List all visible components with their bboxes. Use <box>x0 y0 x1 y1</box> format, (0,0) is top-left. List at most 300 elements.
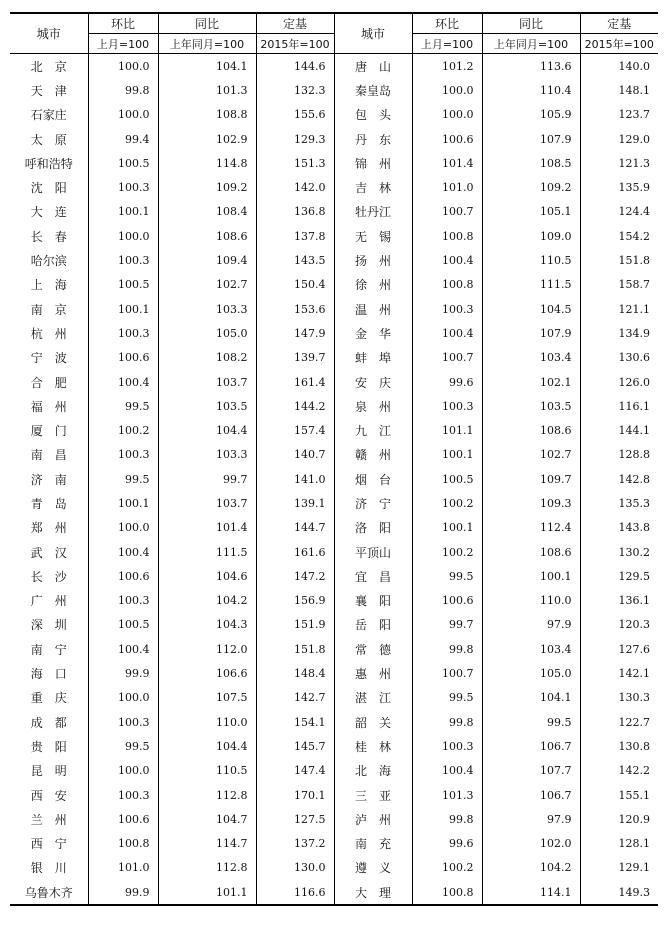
city-name-cell: 济 南 <box>30 472 67 487</box>
yoy-index-cell: 103.4 <box>482 637 580 661</box>
header-dingji-right: 定基 <box>580 13 658 34</box>
table-body <box>10 54 658 906</box>
base-index-cell: 142.2 <box>580 759 658 783</box>
city-name-cell: 杭 州 <box>30 326 67 341</box>
city-name-cell: 乌鲁木齐 <box>10 880 88 905</box>
base-index-cell: 140.0 <box>580 54 658 79</box>
base-index-cell: 139.1 <box>256 491 334 515</box>
base-index-cell: 128.8 <box>580 443 658 467</box>
yoy-index-cell: 107.9 <box>482 321 580 345</box>
city-name-cell: 烟 台 <box>334 467 412 491</box>
city-name-cell: 西 宁 <box>30 837 67 852</box>
yoy-index-cell: 102.7 <box>158 273 256 297</box>
base-index-cell: 137.8 <box>256 224 334 248</box>
mom-index-cell: 100.4 <box>88 540 158 564</box>
base-index-cell: 151.9 <box>256 613 334 637</box>
base-index-cell: 144.7 <box>256 516 334 540</box>
city-name-cell: 九 江 <box>334 418 412 442</box>
base-index-cell: 148.1 <box>580 78 658 102</box>
city-name-cell: 徐 州 <box>334 273 412 297</box>
base-index-cell: 135.3 <box>580 491 658 515</box>
city-name-cell: 沈 阳 <box>30 181 67 196</box>
base-index-cell: 120.3 <box>580 613 658 637</box>
table-row <box>10 200 658 224</box>
base-index-cell: 161.6 <box>256 540 334 564</box>
yoy-index-cell: 112.0 <box>158 637 256 661</box>
yoy-index-cell: 105.1 <box>482 200 580 224</box>
city-name-cell: 大 连 <box>30 205 67 220</box>
city-name-cell: 贵 阳 <box>30 739 67 754</box>
yoy-index-cell: 106.7 <box>482 734 580 758</box>
mom-index-cell: 99.5 <box>88 394 158 418</box>
header-tongbi-sub-right: 上年同月=100 <box>482 34 580 54</box>
table-row <box>10 467 658 491</box>
yoy-index-cell: 99.5 <box>482 710 580 734</box>
mom-index-cell: 100.1 <box>88 491 158 515</box>
yoy-index-cell: 102.0 <box>482 832 580 856</box>
base-index-cell: 129.3 <box>256 127 334 151</box>
mom-index-cell: 99.5 <box>412 564 482 588</box>
mom-index-cell: 101.2 <box>412 54 482 79</box>
base-index-cell: 161.4 <box>256 370 334 394</box>
base-index-cell: 151.8 <box>580 248 658 272</box>
city-name-cell: 呼和浩特 <box>24 156 73 171</box>
yoy-index-cell: 105.0 <box>158 321 256 345</box>
mom-index-cell: 100.8 <box>412 880 482 905</box>
table-row <box>10 832 658 856</box>
table-row <box>10 321 658 345</box>
table-row <box>10 856 658 880</box>
base-index-cell: 142.8 <box>580 467 658 491</box>
base-index-cell: 120.9 <box>580 807 658 831</box>
city-name-cell: 深 圳 <box>30 618 67 633</box>
yoy-index-cell: 112.4 <box>482 516 580 540</box>
table-row <box>10 418 658 442</box>
base-index-cell: 151.8 <box>256 637 334 661</box>
mom-index-cell: 99.6 <box>412 370 482 394</box>
city-name-cell: 福 州 <box>30 399 67 414</box>
base-index-cell: 144.2 <box>256 394 334 418</box>
yoy-index-cell: 103.7 <box>158 370 256 394</box>
mom-index-cell: 100.7 <box>412 346 482 370</box>
base-index-cell: 129.0 <box>580 127 658 151</box>
yoy-index-cell: 114.8 <box>158 151 256 175</box>
mom-index-cell: 100.7 <box>412 200 482 224</box>
base-index-cell: 129.5 <box>580 564 658 588</box>
city-name-cell: 合 肥 <box>30 375 67 390</box>
yoy-index-cell: 102.9 <box>158 127 256 151</box>
yoy-index-cell: 104.4 <box>158 418 256 442</box>
mom-index-cell: 100.6 <box>88 346 158 370</box>
mom-index-cell: 100.0 <box>88 103 158 127</box>
yoy-index-cell: 109.4 <box>158 248 256 272</box>
header-dingji-left: 定基 <box>256 13 334 34</box>
base-index-cell: 154.2 <box>580 224 658 248</box>
yoy-index-cell: 106.6 <box>158 661 256 685</box>
header-tongbi-left: 同比 <box>158 13 256 34</box>
yoy-index-cell: 105.9 <box>482 103 580 127</box>
mom-index-cell: 100.2 <box>412 491 482 515</box>
mom-index-cell: 100.1 <box>88 297 158 321</box>
city-name-cell: 天 津 <box>30 83 67 98</box>
yoy-index-cell: 107.9 <box>482 127 580 151</box>
header-dingji-sub-right: 2015年=100 <box>580 34 658 54</box>
city-name-cell: 郑 州 <box>30 521 67 536</box>
base-index-cell: 149.3 <box>580 880 658 905</box>
mom-index-cell: 100.1 <box>412 443 482 467</box>
city-name-cell: 三 亚 <box>334 783 412 807</box>
base-index-cell: 127.5 <box>256 807 334 831</box>
yoy-index-cell: 103.5 <box>158 394 256 418</box>
yoy-index-cell: 109.2 <box>158 175 256 199</box>
base-index-cell: 151.3 <box>256 151 334 175</box>
city-name-cell: 武 汉 <box>30 545 67 560</box>
base-index-cell: 143.5 <box>256 248 334 272</box>
base-index-cell: 116.6 <box>256 880 334 905</box>
city-price-index-table <box>10 12 658 906</box>
city-name-cell: 金 华 <box>334 321 412 345</box>
base-index-cell: 121.1 <box>580 297 658 321</box>
mom-index-cell: 100.0 <box>412 78 482 102</box>
mom-index-cell: 100.2 <box>412 856 482 880</box>
yoy-index-cell: 111.5 <box>158 540 256 564</box>
city-name-cell: 唐 山 <box>334 54 412 79</box>
city-name-cell: 青 岛 <box>30 496 67 511</box>
yoy-index-cell: 108.6 <box>482 418 580 442</box>
yoy-index-cell: 109.3 <box>482 491 580 515</box>
base-index-cell: 148.4 <box>256 661 334 685</box>
base-index-cell: 147.4 <box>256 759 334 783</box>
header-dingji-sub-left: 2015年=100 <box>256 34 334 54</box>
mom-index-cell: 100.1 <box>88 200 158 224</box>
city-name-cell: 湛 江 <box>334 686 412 710</box>
table-row <box>10 346 658 370</box>
mom-index-cell: 100.3 <box>88 589 158 613</box>
city-name-cell: 南 宁 <box>30 642 67 657</box>
city-name-cell: 哈尔滨 <box>30 254 67 269</box>
table-row <box>10 734 658 758</box>
yoy-index-cell: 105.0 <box>482 661 580 685</box>
yoy-index-cell: 108.5 <box>482 151 580 175</box>
city-name-cell: 吉 林 <box>334 175 412 199</box>
mom-index-cell: 100.6 <box>412 589 482 613</box>
city-name-cell: 锦 州 <box>334 151 412 175</box>
base-index-cell: 130.8 <box>580 734 658 758</box>
base-index-cell: 154.1 <box>256 710 334 734</box>
base-index-cell: 144.1 <box>580 418 658 442</box>
base-index-cell: 130.6 <box>580 346 658 370</box>
mom-index-cell: 100.4 <box>88 637 158 661</box>
city-name-cell: 惠 州 <box>334 661 412 685</box>
yoy-index-cell: 104.2 <box>482 856 580 880</box>
mom-index-cell: 100.3 <box>88 710 158 734</box>
city-name-cell: 南 昌 <box>30 448 67 463</box>
city-name-cell: 宜 昌 <box>334 564 412 588</box>
base-index-cell: 127.6 <box>580 637 658 661</box>
table-row <box>10 151 658 175</box>
yoy-index-cell: 112.8 <box>158 783 256 807</box>
city-name-cell: 济 宁 <box>334 491 412 515</box>
base-index-cell: 147.2 <box>256 564 334 588</box>
city-name-cell: 安 庆 <box>334 370 412 394</box>
mom-index-cell: 100.8 <box>412 273 482 297</box>
table-header <box>10 13 658 54</box>
mom-index-cell: 100.0 <box>88 759 158 783</box>
table-row <box>10 759 658 783</box>
table-row <box>10 297 658 321</box>
base-index-cell: 157.4 <box>256 418 334 442</box>
base-index-cell: 170.1 <box>256 783 334 807</box>
table-row <box>10 686 658 710</box>
base-index-cell: 142.0 <box>256 175 334 199</box>
table-row <box>10 224 658 248</box>
city-name-cell: 秦皇岛 <box>334 78 412 102</box>
mom-index-cell: 100.4 <box>412 248 482 272</box>
yoy-index-cell: 104.6 <box>158 564 256 588</box>
yoy-index-cell: 104.1 <box>482 686 580 710</box>
mom-index-cell: 100.3 <box>88 248 158 272</box>
base-index-cell: 130.3 <box>580 686 658 710</box>
header-tongbi-right: 同比 <box>482 13 580 34</box>
city-name-cell: 上 海 <box>30 278 67 293</box>
mom-index-cell: 100.3 <box>88 175 158 199</box>
base-index-cell: 137.2 <box>256 832 334 856</box>
mom-index-cell: 100.3 <box>412 394 482 418</box>
city-name-cell: 太 原 <box>30 132 67 147</box>
base-index-cell: 150.4 <box>256 273 334 297</box>
mom-index-cell: 100.3 <box>88 443 158 467</box>
table-row <box>10 370 658 394</box>
table-row <box>10 394 658 418</box>
table-row <box>10 589 658 613</box>
mom-index-cell: 101.0 <box>412 175 482 199</box>
mom-index-cell: 100.2 <box>88 418 158 442</box>
yoy-index-cell: 104.1 <box>158 54 256 79</box>
mom-index-cell: 100.6 <box>88 564 158 588</box>
yoy-index-cell: 111.5 <box>482 273 580 297</box>
table-row <box>10 880 658 905</box>
mom-index-cell: 100.0 <box>88 54 158 79</box>
city-name-cell: 北 京 <box>30 59 67 74</box>
base-index-cell: 144.6 <box>256 54 334 79</box>
yoy-index-cell: 100.1 <box>482 564 580 588</box>
yoy-index-cell: 101.1 <box>158 880 256 905</box>
city-name-cell: 丹 东 <box>334 127 412 151</box>
city-name-cell: 赣 州 <box>334 443 412 467</box>
base-index-cell: 136.1 <box>580 589 658 613</box>
base-index-cell: 141.0 <box>256 467 334 491</box>
table-row <box>10 78 658 102</box>
mom-index-cell: 99.7 <box>412 613 482 637</box>
base-index-cell: 129.1 <box>580 856 658 880</box>
mom-index-cell: 100.4 <box>412 321 482 345</box>
city-name-cell: 长 沙 <box>30 569 67 584</box>
base-index-cell: 124.4 <box>580 200 658 224</box>
city-name-cell: 大 理 <box>334 880 412 905</box>
mom-index-cell: 99.8 <box>88 78 158 102</box>
table-row <box>10 516 658 540</box>
yoy-index-cell: 110.5 <box>158 759 256 783</box>
mom-index-cell: 99.8 <box>412 807 482 831</box>
mom-index-cell: 100.5 <box>412 467 482 491</box>
city-name-cell: 厦 门 <box>30 424 67 439</box>
table-row <box>10 491 658 515</box>
mom-index-cell: 99.5 <box>412 686 482 710</box>
yoy-index-cell: 108.8 <box>158 103 256 127</box>
city-name-cell: 韶 关 <box>334 710 412 734</box>
yoy-index-cell: 103.3 <box>158 297 256 321</box>
base-index-cell: 142.7 <box>256 686 334 710</box>
yoy-index-cell: 108.6 <box>158 224 256 248</box>
yoy-index-cell: 107.5 <box>158 686 256 710</box>
yoy-index-cell: 97.9 <box>482 613 580 637</box>
base-index-cell: 116.1 <box>580 394 658 418</box>
mom-index-cell: 100.1 <box>412 516 482 540</box>
yoy-index-cell: 109.2 <box>482 175 580 199</box>
mom-index-cell: 101.4 <box>412 151 482 175</box>
mom-index-cell: 100.2 <box>412 540 482 564</box>
city-name-cell: 成 都 <box>30 715 67 730</box>
table-row <box>10 175 658 199</box>
mom-index-cell: 99.5 <box>88 734 158 758</box>
city-name-cell: 广 州 <box>30 594 67 609</box>
yoy-index-cell: 103.7 <box>158 491 256 515</box>
table-row <box>10 613 658 637</box>
yoy-index-cell: 104.4 <box>158 734 256 758</box>
mom-index-cell: 99.9 <box>88 661 158 685</box>
header-city-left: 城市 <box>10 13 88 54</box>
mom-index-cell: 99.9 <box>88 880 158 905</box>
base-index-cell: 156.9 <box>256 589 334 613</box>
base-index-cell: 147.9 <box>256 321 334 345</box>
mom-index-cell: 100.0 <box>88 224 158 248</box>
city-name-cell: 岳 阳 <box>334 613 412 637</box>
city-name-cell: 泉 州 <box>334 394 412 418</box>
base-index-cell: 121.3 <box>580 151 658 175</box>
mom-index-cell: 100.6 <box>412 127 482 151</box>
yoy-index-cell: 102.1 <box>482 370 580 394</box>
city-name-cell: 扬 州 <box>334 248 412 272</box>
header-tongbi-sub-left: 上年同月=100 <box>158 34 256 54</box>
mom-index-cell: 99.8 <box>412 710 482 734</box>
base-index-cell: 136.8 <box>256 200 334 224</box>
mom-index-cell: 101.0 <box>88 856 158 880</box>
table-row <box>10 807 658 831</box>
yoy-index-cell: 97.9 <box>482 807 580 831</box>
mom-index-cell: 101.1 <box>412 418 482 442</box>
city-name-cell: 平顶山 <box>334 540 412 564</box>
yoy-index-cell: 103.4 <box>482 346 580 370</box>
city-name-cell: 牡丹江 <box>334 200 412 224</box>
base-index-cell: 155.1 <box>580 783 658 807</box>
yoy-index-cell: 104.5 <box>482 297 580 321</box>
mom-index-cell: 99.5 <box>88 467 158 491</box>
mom-index-cell: 100.7 <box>412 661 482 685</box>
yoy-index-cell: 114.7 <box>158 832 256 856</box>
base-index-cell: 122.7 <box>580 710 658 734</box>
mom-index-cell: 100.0 <box>88 686 158 710</box>
mom-index-cell: 100.4 <box>88 370 158 394</box>
base-index-cell: 153.6 <box>256 297 334 321</box>
city-name-cell: 宁 波 <box>30 351 67 366</box>
city-name-cell: 兰 州 <box>30 812 67 827</box>
yoy-index-cell: 108.4 <box>158 200 256 224</box>
city-name-cell: 西 安 <box>30 788 67 803</box>
base-index-cell: 135.9 <box>580 175 658 199</box>
city-name-cell: 海 口 <box>30 667 67 682</box>
base-index-cell: 145.7 <box>256 734 334 758</box>
yoy-index-cell: 108.2 <box>158 346 256 370</box>
yoy-index-cell: 110.4 <box>482 78 580 102</box>
city-name-cell: 常 德 <box>334 637 412 661</box>
city-name-cell: 石家庄 <box>30 108 67 123</box>
mom-index-cell: 100.8 <box>88 832 158 856</box>
price-index-table-container <box>10 12 658 906</box>
mom-index-cell: 100.5 <box>88 613 158 637</box>
base-index-cell: 123.7 <box>580 103 658 127</box>
base-index-cell: 158.7 <box>580 273 658 297</box>
yoy-index-cell: 102.7 <box>482 443 580 467</box>
table-row <box>10 443 658 467</box>
header-huanbi-left: 环比 <box>88 13 158 34</box>
mom-index-cell: 100.5 <box>88 273 158 297</box>
header-huanbi-right: 环比 <box>412 13 482 34</box>
yoy-index-cell: 112.8 <box>158 856 256 880</box>
yoy-index-cell: 107.7 <box>482 759 580 783</box>
city-name-cell: 重 庆 <box>30 691 67 706</box>
header-huanbi-sub-left: 上月=100 <box>88 34 158 54</box>
base-index-cell: 143.8 <box>580 516 658 540</box>
city-name-cell: 南 充 <box>334 832 412 856</box>
header-city-right: 城市 <box>334 13 412 54</box>
mom-index-cell: 100.3 <box>88 783 158 807</box>
mom-index-cell: 101.3 <box>412 783 482 807</box>
table-row <box>10 273 658 297</box>
city-name-cell: 蚌 埠 <box>334 346 412 370</box>
table-row <box>10 637 658 661</box>
yoy-index-cell: 104.3 <box>158 613 256 637</box>
city-name-cell: 昆 明 <box>30 764 67 779</box>
yoy-index-cell: 110.0 <box>158 710 256 734</box>
yoy-index-cell: 114.1 <box>482 880 580 905</box>
yoy-index-cell: 103.3 <box>158 443 256 467</box>
city-name-cell: 无 锡 <box>334 224 412 248</box>
base-index-cell: 139.7 <box>256 346 334 370</box>
table-row <box>10 103 658 127</box>
city-name-cell: 遵 义 <box>334 856 412 880</box>
base-index-cell: 130.2 <box>580 540 658 564</box>
city-name-cell: 南 京 <box>30 302 67 317</box>
base-index-cell: 140.7 <box>256 443 334 467</box>
city-name-cell: 泸 州 <box>334 807 412 831</box>
mom-index-cell: 100.3 <box>412 297 482 321</box>
mom-index-cell: 99.4 <box>88 127 158 151</box>
base-index-cell: 155.6 <box>256 103 334 127</box>
yoy-index-cell: 99.7 <box>158 467 256 491</box>
table-row <box>10 564 658 588</box>
city-name-cell: 银 川 <box>30 861 67 876</box>
city-name-cell: 长 春 <box>30 229 67 244</box>
city-name-cell: 包 头 <box>334 103 412 127</box>
table-row <box>10 127 658 151</box>
table-row <box>10 540 658 564</box>
yoy-index-cell: 110.0 <box>482 589 580 613</box>
city-name-cell: 洛 阳 <box>334 516 412 540</box>
table-row <box>10 54 658 79</box>
base-index-cell: 142.1 <box>580 661 658 685</box>
city-name-cell: 襄 阳 <box>334 589 412 613</box>
mom-index-cell: 100.4 <box>412 759 482 783</box>
